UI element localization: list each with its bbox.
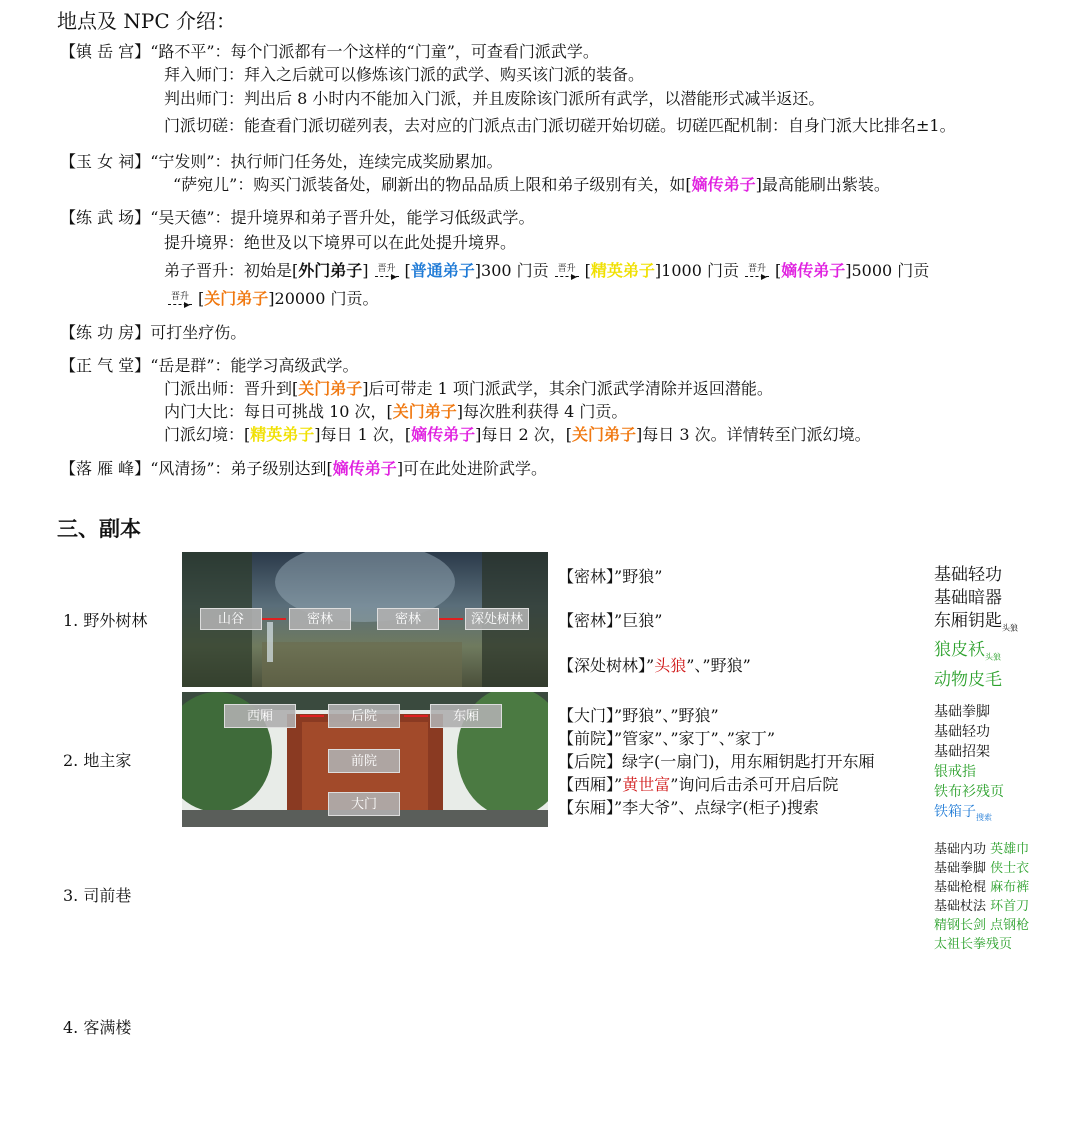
description-line: 判出师门：判出后 8 小时内不能加入门派，并且废除该门派所有武学，以潜能形式减半返还。 (164, 89, 825, 108)
loot-item: 基础招架 (934, 744, 990, 760)
location-zhengqi (60, 355, 359, 377)
npc-entry: 【前院】”管家”、”家丁”、”家丁” (558, 729, 776, 748)
npc-entry: 【深处树林】”头狼”、”野狼” (558, 656, 751, 675)
description-line: 门派切磋：能查看门派切磋列表，去对应的门派点击门派切磋开始切磋。切磋匹配机制：自身门派大比排名±1。 (164, 116, 956, 135)
dungeon-label: 3. 司前巷 (63, 886, 132, 905)
loot-list (934, 702, 1004, 828)
loot-item: 动物皮毛 (934, 669, 1002, 690)
rank-direct: 嫡传弟子 (332, 459, 397, 478)
location-yunv (60, 151, 503, 173)
bidirectional-arrow-icon (439, 618, 463, 620)
location-tag: 【练 武 场】 (60, 208, 151, 227)
rank-normal: 普通弟子 (410, 261, 475, 280)
loot-item: 基础轻功 (934, 724, 990, 740)
map-node-front-yard: 前院 (328, 749, 400, 773)
promotion-chain: 弟子晋升：初始是[外门弟子] 晋升 [普通弟子]300 门贡 晋升 [精英弟子]1000 门贡 晋升 [嫡传弟子]5000 门贡 (164, 261, 930, 280)
map-node-forest: 密林 (289, 608, 351, 630)
loot-item: 银戒指 (934, 764, 976, 780)
rank-elite: 精英弟子 (590, 261, 655, 280)
location-tag: 【落 雁 峰】 (60, 459, 151, 478)
bidirectional-arrow-icon (404, 715, 428, 717)
location-zhenyue (60, 41, 599, 63)
promotion-arrow-icon: 晋升 (168, 293, 192, 307)
dungeon-label: 4. 客满楼 (63, 1018, 132, 1037)
map-node-gate: 大门 (328, 792, 400, 816)
rank-closed: 关门弟子 (392, 402, 457, 421)
forest-map-image (182, 552, 548, 687)
dungeon-label: 2. 地主家 (63, 751, 132, 770)
promotion-arrow-icon: 晋升 (745, 265, 769, 279)
npc-description: “岳是群”：能学习高级武学。 (150, 356, 359, 375)
promotion-chain-cont: 晋升 [关门弟子]20000 门贡。 (168, 288, 379, 310)
location-tag: 【镇 岳 宫】 (60, 42, 151, 61)
npc-entry: 【东厢】”李大爷”、点绿字(柜子)搜索 (558, 798, 819, 817)
rank-closed: 关门弟子 (204, 289, 269, 308)
loot-row: 基础杖法 环首刀 (934, 899, 1030, 914)
description-line: 门派幻境：[精英弟子]每日 1 次，[嫡传弟子]每日 2 次，[关门弟子]每日 3 次。详情转至门派幻境。 (164, 425, 871, 444)
description-line: 拜入师门：拜入之后就可以修炼该门派的武学、购买该门派的装备。 (164, 65, 645, 84)
rank-direct: 嫡传弟子 (781, 261, 846, 280)
rank-elite: 精英弟子 (250, 425, 315, 444)
npc-entry: 【密林】”野狼” (558, 567, 663, 586)
map-node-backyard: 后院 (328, 704, 400, 728)
section-title: 三、副本 (57, 516, 141, 541)
location-lianwu (60, 207, 535, 229)
map-node-east-wing: 东厢 (430, 704, 502, 728)
loot-row: 基础内功 英雄巾 (934, 842, 1030, 857)
rank-direct: 嫡传弟子 (411, 425, 476, 444)
promotion-arrow-icon: 晋升 (555, 265, 579, 279)
dungeon-label: 1. 野外树林 (63, 611, 148, 630)
map-node-valley: 山谷 (200, 608, 262, 630)
npc-description: “吴天德”：提升境界和弟子晋升处，能学习低级武学。 (150, 208, 535, 227)
section-heading: 地点及 NPC 介绍： (57, 9, 236, 33)
loot-item: 基础拳脚 (934, 704, 990, 720)
loot-item: 东厢钥匙$_{头狼}$ (934, 611, 1018, 633)
location-luoyan: 【落 雁 峰】“风清扬”：弟子级别达到[嫡传弟子]可在此处进阶武学。 (60, 459, 548, 478)
bidirectional-arrow-icon (300, 715, 324, 717)
location-liangong: 【练 功 房】可打坐疗伤。 (60, 323, 247, 342)
rank-outer: 外门弟子 (298, 261, 363, 280)
map-node-deep-forest: 深处树林 (465, 608, 529, 630)
description-line: 门派出师：晋升到[关门弟子]后可带走 1 项门派武学，其余门派武学清除并返回潜能。 (164, 379, 773, 398)
loot-row: 太祖长拳残页 (934, 937, 1013, 952)
map-node-west-wing: 西厢 (224, 704, 296, 728)
loot-list (934, 840, 1029, 954)
description-line: “萨宛儿”：购买门派装备处，刷新出的物品品质上限和弟子级别有关，如[嫡传弟子]最高能刷出紫装。 (173, 175, 890, 194)
loot-item: 基础暗器 (934, 588, 1002, 608)
boss-name: 头狼 (654, 656, 687, 675)
npc-description: “宁发则”：执行师门任务处，连续完成奖励累加。 (150, 152, 503, 171)
location-tag: 【玉 女 祠】 (60, 152, 151, 171)
rank-closed: 关门弟子 (571, 425, 636, 444)
npc-list (558, 704, 875, 819)
map-node-forest: 密林 (377, 608, 439, 630)
loot-item: 基础轻功 (934, 565, 1002, 585)
loot-row: 基础枪棍 麻布裤 (934, 880, 1030, 895)
promotion-arrow-icon: 晋升 (375, 265, 399, 279)
loot-item: 狼皮袄$_{头狼}$ (934, 640, 1001, 662)
rank-closed: 关门弟子 (298, 379, 363, 398)
rank-direct: 嫡传弟子 (691, 175, 756, 194)
npc-entry: 【西厢】”黄世富”询问后击杀可开启后院 (558, 775, 839, 794)
loot-row: 精钢长剑 点钢枪 (934, 918, 1030, 933)
description-line: 内门大比：每日可挑战 10 次，[关门弟子]每次胜利获得 4 门贡。 (164, 402, 628, 421)
description-line: 提升境界：绝世及以下境界可以在此处提升境界。 (164, 233, 517, 252)
npc-entry: 【大门】”野狼”、”野狼” (558, 706, 719, 725)
npc-entry: 【后院】绿字(一扇门)，用东厢钥匙打开东厢 (558, 752, 875, 771)
loot-item: 铁布衫残页 (934, 784, 1004, 800)
mansion-map-image (182, 692, 548, 827)
bidirectional-arrow-icon (262, 618, 286, 620)
npc-entry: 【密林】”巨狼” (558, 611, 663, 630)
loot-item: 铁箱子$_{搜索}$ (934, 804, 992, 822)
location-tag: 【正 气 堂】 (60, 356, 151, 375)
loot-list (934, 564, 1018, 692)
boss-name: 黄世富 (622, 775, 671, 794)
npc-description: “路不平”：每个门派都有一个这样的“门童”，可查看门派武学。 (150, 42, 599, 61)
loot-row: 基础拳脚 侠士衣 (934, 861, 1030, 876)
location-tag: 【练 功 房】 (60, 323, 151, 342)
